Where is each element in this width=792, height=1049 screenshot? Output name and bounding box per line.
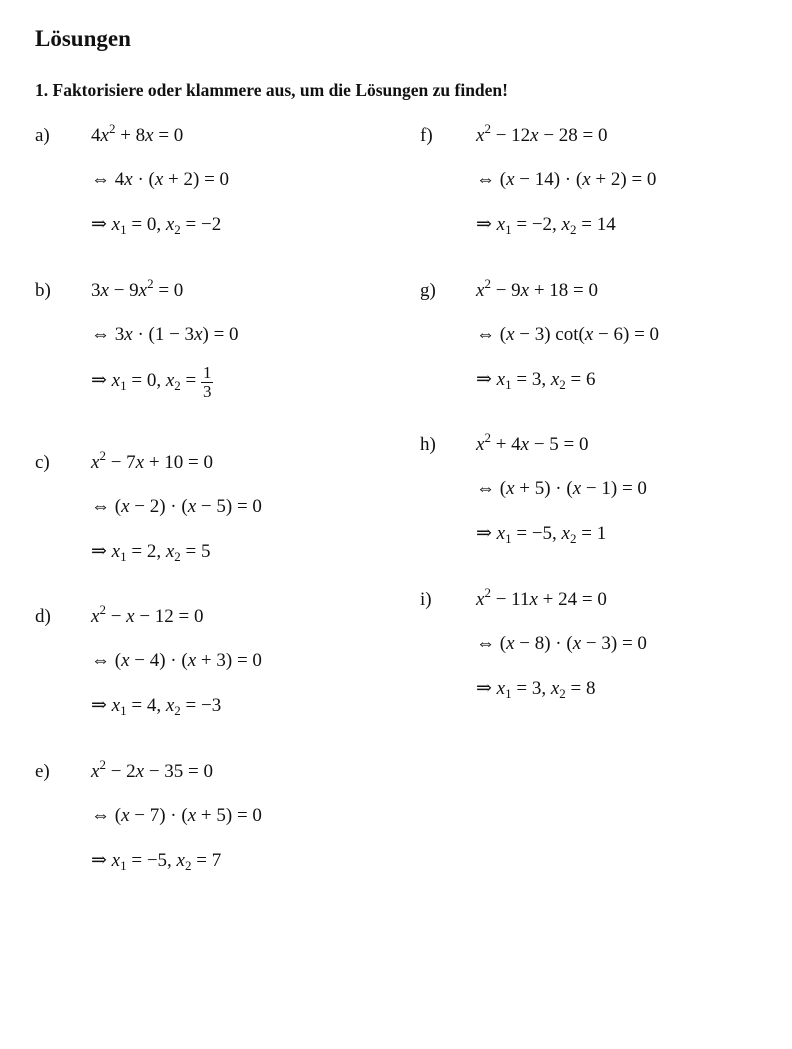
equation: $x^2 - 9x + 18 = 0$ — [476, 276, 599, 301]
problem-label: h) — [420, 434, 436, 455]
solutions: ⇒ $x_1 = 0$, $x_2$ = $\frac{1}{3}$ — [91, 363, 212, 401]
solutions: ⇒ $x_1 = -2$, $x_2 = 14$ — [476, 214, 616, 237]
equation: $x^2 - 12x - 28 = 0$ — [476, 121, 608, 146]
equation: $x^2 + 4x - 5 = 0$ — [476, 430, 589, 455]
equation: $3x - 9x^2 = 0$ — [91, 276, 184, 301]
factored-form: ⇔ (x − 2) · (x − 5) = 0 — [91, 496, 262, 517]
equation: $x^2 - 11x + 24 = 0$ — [476, 585, 607, 610]
factored-form: ⇔ (x − 14) · (x + 2) = 0 — [476, 169, 657, 190]
factored-form: ⇔ (x + 5) · (x − 1) = 0 — [476, 478, 647, 499]
solutions: ⇒ $x_1 = 0$, $x_2 = -2$ — [91, 214, 222, 237]
equation: $x^2 - 2x - 35 = 0$ — [91, 757, 214, 782]
solutions: ⇒ $x_1 = -5$, $x_2 = 7$ — [91, 850, 222, 873]
solutions: ⇒ $x_1 = 3$, $x_2 = 8$ — [476, 678, 596, 701]
factored-form: ⇔ (x − 7) · (x + 5) = 0 — [91, 805, 262, 826]
problem-label: f) — [420, 125, 433, 146]
problem-label: a) — [35, 125, 50, 146]
fraction-one-third: $\frac{1}{3}$ — [202, 363, 212, 401]
factored-form: ⇔ (x − 8) · (x − 3) = 0 — [476, 633, 647, 654]
problem-label: i) — [420, 589, 432, 610]
solutions: ⇒ $x_1 = 4$, $x_2 = -3$ — [91, 695, 222, 718]
equation: $x^2 - 7x + 10 = 0$ — [91, 448, 214, 473]
solutions: ⇒ $x_1 = 2$, $x_2 = 5$ — [91, 541, 211, 564]
solutions: ⇒ $x_1 = 3$, $x_2 = 6$ — [476, 369, 596, 392]
factored-form: ⇔ (x − 4) · (x + 3) = 0 — [91, 650, 262, 671]
factored-form: ⇔ 3x · (1 − 3x) = 0 — [91, 324, 239, 345]
problem-label: c) — [35, 452, 50, 473]
page-title: Lösungen — [35, 26, 131, 51]
problem-label: g) — [420, 280, 436, 301]
factored-form: ⇔ 4x · (x + 2) = 0 — [91, 169, 230, 190]
task-heading: 1. Faktorisiere oder klammere aus, um die Lösungen zu finden! — [35, 80, 508, 100]
problem-label: d) — [35, 606, 51, 627]
solutions: ⇒ $x_1 = -5$, $x_2 = 1$ — [476, 523, 607, 546]
problem-label: b) — [35, 280, 51, 301]
factored-form: ⇔ (x − 3) cot(x − 6) = 0 — [476, 324, 660, 345]
equation: $x^2 - x - 12 = 0$ — [91, 602, 204, 627]
problem-label: e) — [35, 761, 50, 782]
equation: $4x^2 + 8x = 0$ — [91, 121, 184, 146]
